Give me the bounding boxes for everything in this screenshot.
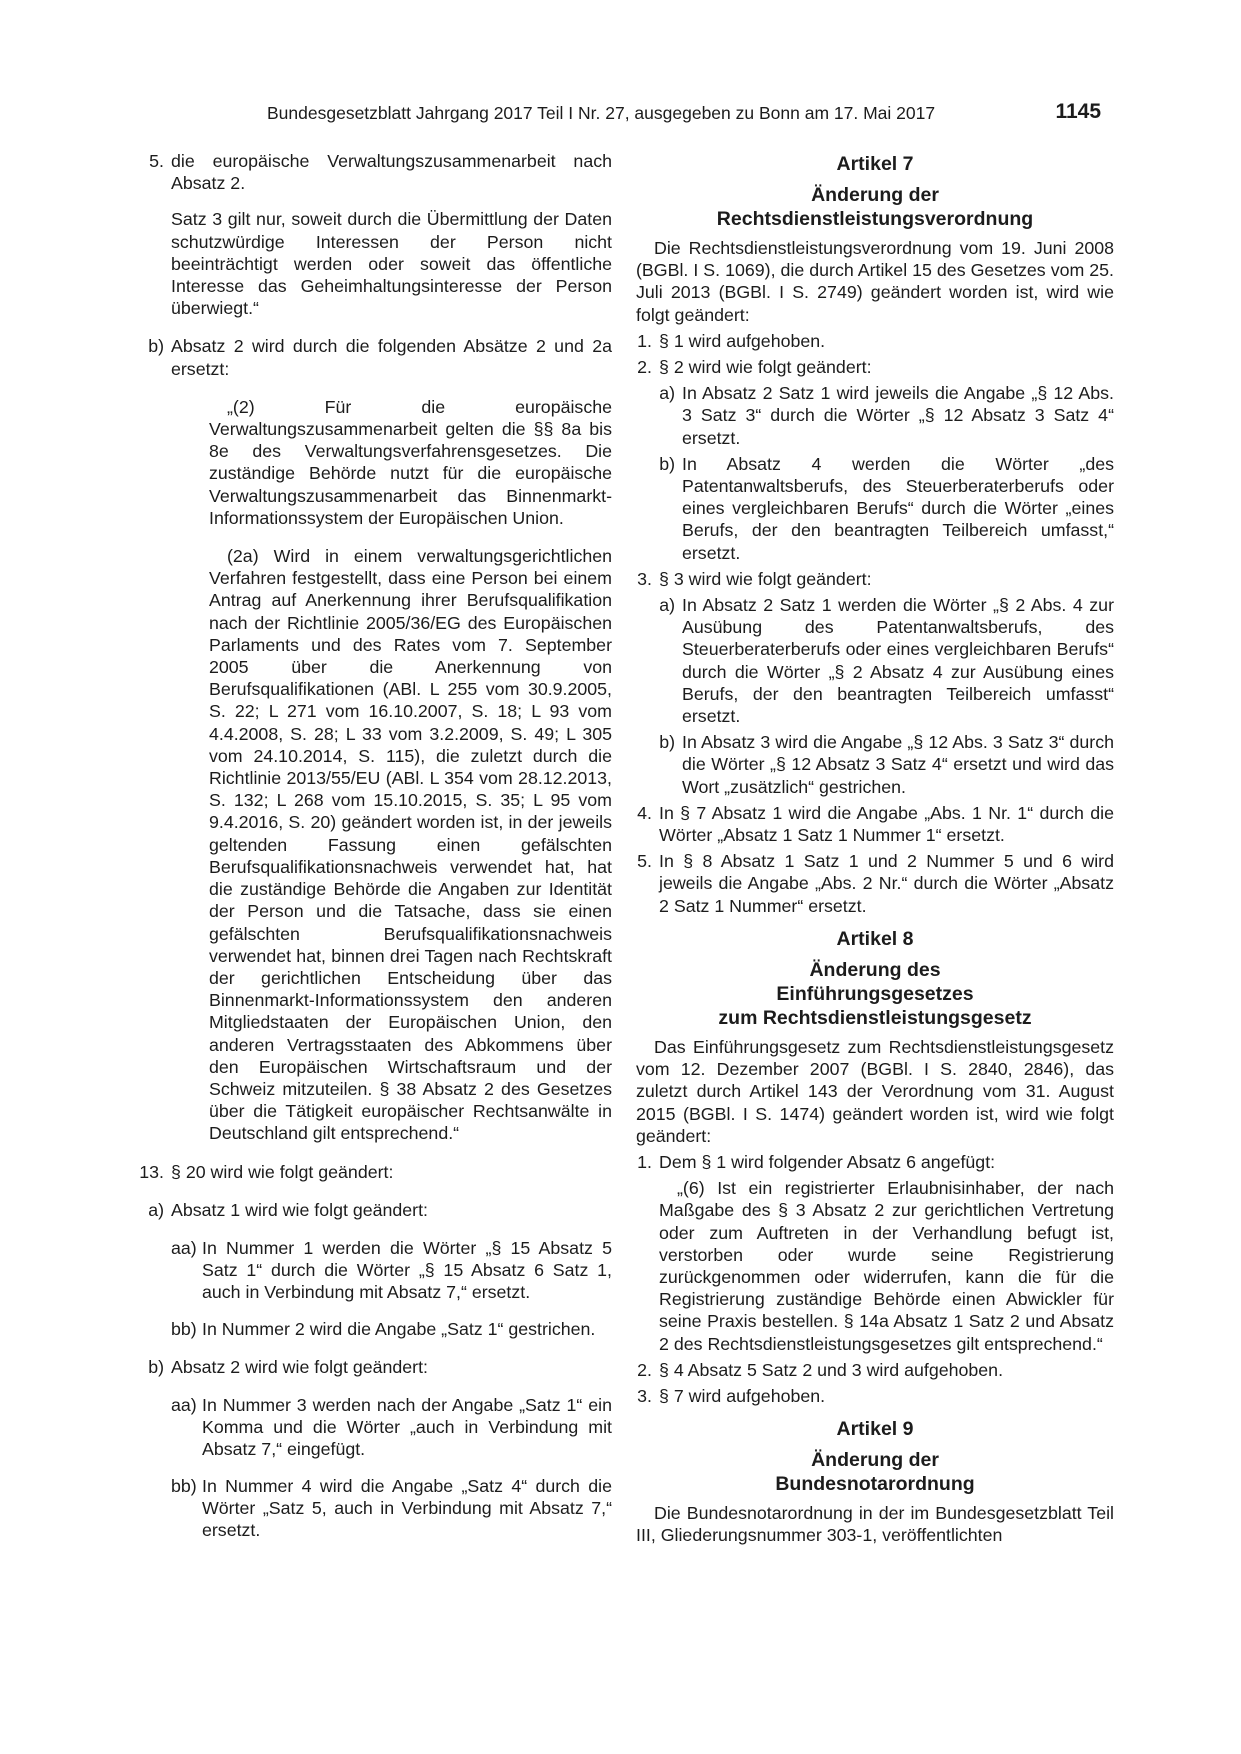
list-item	[636, 802, 1114, 846]
list-item	[133, 1199, 612, 1221]
list-item	[659, 731, 1114, 798]
item-label: aa)	[171, 1394, 197, 1415]
item-label: b)	[148, 336, 164, 357]
right-column	[636, 150, 1114, 1547]
item-label: 1.	[637, 330, 652, 351]
list-item	[659, 382, 1114, 449]
list-item	[133, 150, 612, 194]
item-text: Absatz 2 wird wie folgt geändert:	[171, 1356, 428, 1377]
article-9-title-line: Änderung der	[811, 1449, 939, 1472]
article-9-title	[636, 1448, 1114, 1496]
list-item	[636, 568, 1114, 590]
item-label: b)	[148, 1356, 164, 1377]
item-text: In Absatz 2 Satz 1 wird jeweils die Angabe „§ 12 Abs. 3 Satz 3“ durch die Wörter „§ 12 Absatz 3 Satz 4“ ersetzt.	[682, 383, 1114, 448]
quote-paragraph-6: „(6) Ist ein registrierter Erlaubnisinhaber, der nach Maßgabe des § 3 Absatz 2 zur gerichtlichen Vertretung oder zum Auftreten in der Verhandlung befugt ist, verstorben oder wurde seine Registrierung zurückgenommen oder widerrufen, kann die für die Registrierung zuständige Behörde einen Abwickler für seine Praxis bestellen. § 14a Absatz 1 Satz 2 und Absatz 2 des Rechtsdienstleistungsgesetzes gilt entsprechend.“	[659, 1178, 1114, 1354]
item-text: In § 7 Absatz 1 wird die Angabe „Abs. 1 Nr. 1“ durch die Wörter „Absatz 1 Satz 1 Nummer 1“ ersetzt.	[659, 802, 1114, 846]
list-item	[636, 850, 1114, 917]
item-text: § 2 wird wie folgt geändert:	[659, 357, 872, 378]
item-label: a)	[148, 1199, 164, 1220]
item-label: bb)	[171, 1475, 197, 1496]
article-7-intro: Die Rechtsdienstleistungsverordnung vom 19. Juni 2008 (BGBl. I S. 1069), die durch Artikel 15 des Gesetzes vom 25. Juli 2013 (BGBl. I S. 2749) geändert worden ist, wird wie folgt geändert:	[636, 238, 1114, 325]
article-9-title-line: Bundesnotarordnung	[775, 1473, 975, 1496]
list-item	[636, 330, 1114, 352]
item-label: b)	[659, 732, 675, 753]
article-9-intro: Die Bundesnotarordnung in der im Bundesgesetzblatt Teil III, Gliederungsnummer 303-1, veröffentlichten	[636, 1503, 1114, 1546]
paragraph-satz3: Satz 3 gilt nur, soweit durch die Übermittlung der Daten schutzwürdige Interessen der Person nicht beeinträchtigt werden oder soweit das öffentliche Interesse das Geheimhaltungsinteresse der Person überwiegt.“	[171, 209, 612, 319]
article-8-title-line: Änderung des	[809, 958, 941, 981]
list-item	[171, 1318, 612, 1340]
article-8-title-line: zum Rechtsdienstleistungsgesetz	[718, 1006, 1032, 1029]
article-8-title	[636, 958, 1114, 1030]
running-title: Bundesgesetzblatt Jahrgang 2017 Teil I Nr. 27, ausgegeben zu Bonn am 17. Mai 2017	[267, 103, 936, 123]
list-item	[133, 335, 612, 379]
page-number: 1145	[1055, 100, 1101, 123]
article-8-heading: Artikel 8	[836, 927, 914, 950]
item-label: aa)	[171, 1237, 197, 1258]
item-text: In Absatz 2 Satz 1 werden die Wörter „§ 2 Abs. 4 zur Ausübung des Patentanwaltsberufs, des Steuerberaterberufs oder eines vergleichbaren Berufs“ durch die Wörter „§ 2 Absatz 4 zur Ausübung eines Berufs, der den beantragten Teilbereich umfasst“ ersetzt.	[682, 595, 1114, 727]
item-text: § 20 wird wie folgt geändert:	[171, 1161, 394, 1182]
item-text: Dem § 1 wird folgender Absatz 6 angefügt:	[659, 1151, 996, 1172]
list-item	[133, 1356, 612, 1378]
list-item	[133, 1161, 612, 1183]
list-item	[636, 356, 1114, 378]
quote-paragraph-2: „(2) Für die europäische Verwaltungszusammenarbeit gelten die §§ 8a bis 8e des Verwaltungsverfahrensgesetzes. Die zuständige Behörde nutzt für die europäische Verwaltungszusammenarbeit das Binnenmarkt-Informationssystem der Europäischen Union.	[209, 396, 612, 528]
list-item	[636, 1359, 1114, 1381]
item-label: a)	[659, 383, 675, 404]
list-item	[171, 1237, 612, 1304]
item-label: 4.	[637, 802, 652, 823]
item-text: In Nummer 3 werden nach der Angabe „Satz 1“ ein Komma und die Wörter „auch in Verbindung mit Absatz 7,“ eingefügt.	[202, 1394, 612, 1460]
item-label: 5.	[637, 851, 652, 872]
list-item	[636, 1151, 1114, 1173]
item-text: In Absatz 4 werden die Wörter „des Patentanwaltsberufs, des Steuerberaterberufs oder eines vergleichbaren Berufs“ durch die Wörter „eines Berufs, der den beantragten Teilbereich umfasst,“ ersetzt.	[682, 453, 1114, 563]
item-label: 5.	[149, 151, 164, 171]
list-item	[171, 1394, 612, 1461]
item-label: b)	[659, 453, 675, 474]
item-text: § 1 wird aufgehoben.	[659, 330, 826, 351]
list-item	[171, 1475, 612, 1542]
item-text: § 3 wird wie folgt geändert:	[659, 568, 872, 589]
item-label: bb)	[171, 1318, 197, 1339]
item-text: In Nummer 4 wird die Angabe „Satz 4“ durch die Wörter „Satz 5, auch in Verbindung mit Absatz 7,“ ersetzt.	[202, 1475, 612, 1540]
running-header	[0, 101, 1241, 129]
item-label: 2.	[637, 357, 652, 378]
left-column	[133, 150, 612, 1541]
item-label: 1.	[637, 1151, 652, 1172]
item-label: 3.	[637, 568, 652, 589]
article-8-title-line: Einführungsgesetzes	[776, 982, 974, 1005]
item-text: § 4 Absatz 5 Satz 2 und 3 wird aufgehoben.	[659, 1359, 1004, 1380]
item-text: In Absatz 3 wird die Angabe „§ 12 Abs. 3 Satz 3“ durch die Wörter „§ 12 Absatz 3 Satz 4“ ersetzt und wird das Wort „zusätzlich“ gestrichen.	[682, 732, 1114, 797]
article-9-heading: Artikel 9	[836, 1418, 914, 1441]
article-8-intro: Das Einführungsgesetz zum Rechtsdienstleistungsgesetz vom 12. Dezember 2007 (BGBl. I S. 2840, 2846), das zuletzt durch Artikel 143 der Verordnung vom 31. August 2015 (BGBl. I S. 1474) geändert worden ist, wird wie folgt geändert:	[636, 1036, 1114, 1146]
item-label: 13.	[139, 1161, 164, 1182]
item-text: In Nummer 1 werden die Wörter „§ 15 Absatz 5 Satz 1“ durch die Wörter „§ 15 Absatz 6 Satz 1, auch in Verbindung mit Absatz 7,“ ersetzt.	[202, 1237, 612, 1303]
item-text: Absatz 1 wird wie folgt geändert:	[171, 1199, 428, 1220]
item-text: § 7 wird aufgehoben.	[659, 1385, 826, 1406]
item-label: 3.	[637, 1385, 652, 1406]
list-item	[636, 1385, 1114, 1407]
item-text: In § 8 Absatz 1 Satz 1 und 2 Nummer 5 und 6 wird jeweils die Angabe „Abs. 2 Nr.“ durch die Wörter „Absatz 2 Satz 1 Nummer“ ersetzt.	[659, 851, 1114, 916]
item-text: In Nummer 2 wird die Angabe „Satz 1“ gestrichen.	[202, 1318, 596, 1339]
item-text: die europäische Verwaltungszusammenarbeit nach Absatz 2.	[171, 151, 612, 194]
list-item	[659, 453, 1114, 564]
article-7-title: Änderung der Rechtsdienstleistungsverordnung	[716, 184, 1034, 230]
quote-paragraph-2a: (2a) Wird in einem verwaltungsgerichtlichen Verfahren festgestellt, dass eine Person bei einem Antrag auf Anerkennung ihrer Berufsqualifikation nach der Richtlinie 2005/36/EG des Europäischen Parlaments und des Rates vom 7. September 2005 über die Anerkennung von Berufsqualifikationen (ABl. L 255 vom 30.9.2005, S. 22; L 271 vom 16.10.2007, S. 18; L 93 vom 4.4.2008, S. 28; L 33 vom 3.2.2009, S. 49; L 305 vom 24.10.2014, S. 115), die zuletzt durch die Richtlinie 2013/55/EU (ABl. L 354 vom 28.12.2013, S. 132; L 268 vom 15.10.2015, S. 35; L 95 vom 9.4.2016, S. 20) geändert worden ist, in der jeweils geltenden Fassung einen gefälschten Berufsqualifikationsnachweis verwendet hat, hat die zuständige Behörde die Angaben zur Identität der Person und die Tatsache, dass sie einen gefälschten Berufsqualifikationsnachweis verwendet hat, binnen drei Tagen nach Rechtskraft der gerichtlichen Entscheidung über das Binnenmarkt-Informationssystem den anderen Mitgliedstaaten der Europäischen Union, den anderen Vertragsstaaten des Abkommens über den Europäischen Wirtschaftsraum und der Schweiz mitzuteilen. § 38 Absatz 2 des Gesetzes über die Tätigkeit europäischer Rechtsanwälte in Deutschland gilt entsprechend.“	[209, 546, 612, 1144]
item-text: Absatz 2 wird durch die folgenden Absätze 2 und 2a ersetzt:	[171, 336, 612, 379]
article-7-heading: Artikel 7	[836, 153, 914, 175]
item-label: a)	[659, 595, 675, 616]
list-item	[659, 594, 1114, 727]
item-label: 2.	[637, 1359, 652, 1380]
